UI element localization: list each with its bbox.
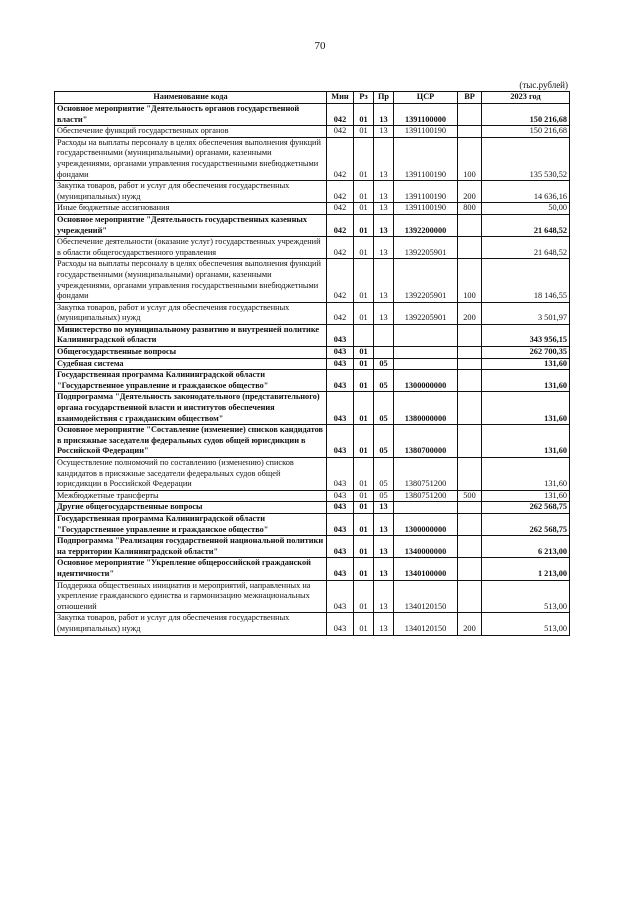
- cell-rz: 01: [354, 203, 374, 215]
- cell-rz: 01: [354, 558, 374, 580]
- cell-name: Государственная программа Калининградской области "Государственное управление и гражданское общество": [55, 513, 327, 535]
- cell-rz: 01: [354, 347, 374, 359]
- cell-amount: 135 530,52: [482, 137, 570, 180]
- cell-min: 042: [327, 137, 354, 180]
- cell-vr: [458, 580, 482, 613]
- cell-pr: 13: [374, 580, 394, 613]
- cell-min: 042: [327, 259, 354, 302]
- cell-min: 043: [327, 536, 354, 558]
- cell-vr: [458, 237, 482, 259]
- cell-pr: 13: [374, 502, 394, 514]
- cell-rz: 01: [354, 513, 374, 535]
- cell-vr: [458, 347, 482, 359]
- cell-min: 042: [327, 302, 354, 324]
- cell-pr: 13: [374, 104, 394, 126]
- cell-csr: 1392205901: [394, 259, 458, 302]
- header-vr: ВР: [458, 92, 482, 104]
- cell-amount: 131,60: [482, 425, 570, 458]
- cell-amount: 150 216,68: [482, 104, 570, 126]
- cell-csr: 1380700000: [394, 425, 458, 458]
- cell-min: 043: [327, 558, 354, 580]
- cell-name: Расходы на выплаты персоналу в целях обеспечения выполнения функций государственными (муниципальными) органами, казенными учреждениями, органами управления государственными внебюджетными фондами: [55, 137, 327, 180]
- cell-vr: [458, 558, 482, 580]
- cell-min: 043: [327, 458, 354, 491]
- cell-name: Межбюджетные трансферты: [55, 490, 327, 502]
- table-row: [55, 214, 570, 236]
- cell-name: Закупка товаров, работ и услуг для обеспечения государственных (муниципальных) нужд: [55, 302, 327, 324]
- cell-rz: 01: [354, 126, 374, 138]
- cell-pr: 13: [374, 558, 394, 580]
- cell-amount: 262 568,75: [482, 513, 570, 535]
- table-row: [55, 358, 570, 370]
- cell-vr: [458, 425, 482, 458]
- cell-name: Основное мероприятие "Составление (изменение) списков кандидатов в присяжные заседатели федеральных судов общей юрисдикции в Российской Федерации": [55, 425, 327, 458]
- cell-csr: [394, 358, 458, 370]
- cell-pr: [374, 347, 394, 359]
- cell-amount: 1 213,00: [482, 558, 570, 580]
- table-row: [55, 513, 570, 535]
- cell-vr: [458, 392, 482, 425]
- cell-min: 043: [327, 324, 354, 346]
- table-row: [55, 126, 570, 138]
- budget-table: [54, 91, 570, 636]
- cell-name: Общегосударственные вопросы: [55, 347, 327, 359]
- cell-vr: [458, 458, 482, 491]
- cell-amount: 21 648,52: [482, 214, 570, 236]
- cell-name: Подпрограмма "Деятельность законодательного (представительного) органа государственной власти и институтов обеспечения взаимодействия с гражданским обществом": [55, 392, 327, 425]
- cell-amount: 131,60: [482, 358, 570, 370]
- cell-name: Поддержка общественных инициатив и мероприятий, направленных на укрепление гражданского единства и гармонизацию межнациональных отношений: [55, 580, 327, 613]
- header-rz: Рз: [354, 92, 374, 104]
- header-name: Наименование кода: [55, 92, 327, 104]
- cell-name: Подпрограмма "Реализация государственной национальной политики на территории Калининградской области": [55, 536, 327, 558]
- cell-amount: 131,60: [482, 458, 570, 491]
- cell-amount: 21 648,52: [482, 237, 570, 259]
- cell-pr: 05: [374, 358, 394, 370]
- cell-amount: 262 568,75: [482, 502, 570, 514]
- cell-min: 042: [327, 126, 354, 138]
- cell-min: 043: [327, 425, 354, 458]
- cell-vr: [458, 324, 482, 346]
- cell-amount: 6 213,00: [482, 536, 570, 558]
- cell-name: Другие общегосударственные вопросы: [55, 502, 327, 514]
- cell-rz: 01: [354, 502, 374, 514]
- cell-vr: [458, 502, 482, 514]
- cell-min: 043: [327, 358, 354, 370]
- cell-pr: 13: [374, 137, 394, 180]
- cell-name: Обеспечение деятельности (оказание услуг) государственных учреждений в области общегосударственного управления: [55, 237, 327, 259]
- cell-pr: [374, 324, 394, 346]
- cell-rz: 01: [354, 104, 374, 126]
- cell-amount: 343 956,15: [482, 324, 570, 346]
- table-row: [55, 302, 570, 324]
- cell-min: 043: [327, 613, 354, 635]
- cell-amount: 131,60: [482, 370, 570, 392]
- table-row: [55, 425, 570, 458]
- table-row: [55, 203, 570, 215]
- cell-pr: 13: [374, 613, 394, 635]
- cell-min: 043: [327, 370, 354, 392]
- cell-vr: 200: [458, 302, 482, 324]
- cell-min: 042: [327, 181, 354, 203]
- cell-csr: [394, 324, 458, 346]
- cell-vr: 100: [458, 137, 482, 180]
- cell-name: Иные бюджетные ассигнования: [55, 203, 327, 215]
- cell-rz: 01: [354, 237, 374, 259]
- cell-name: Обеспечение функций государственных органов: [55, 126, 327, 138]
- table-row: [55, 324, 570, 346]
- cell-amount: 14 636,16: [482, 181, 570, 203]
- cell-rz: 01: [354, 259, 374, 302]
- cell-name: Государственная программа Калининградской области "Государственное управление и гражданское общество": [55, 370, 327, 392]
- cell-csr: [394, 347, 458, 359]
- cell-vr: 100: [458, 259, 482, 302]
- cell-rz: 01: [354, 392, 374, 425]
- table-row: [55, 613, 570, 635]
- cell-name: Основное мероприятие "Укрепление общероссийской гражданской идентичности": [55, 558, 327, 580]
- cell-vr: [458, 513, 482, 535]
- table-row: [55, 558, 570, 580]
- cell-csr: 1340000000: [394, 536, 458, 558]
- cell-pr: 13: [374, 237, 394, 259]
- cell-pr: 05: [374, 490, 394, 502]
- cell-vr: 800: [458, 203, 482, 215]
- cell-min: 043: [327, 502, 354, 514]
- cell-csr: [394, 502, 458, 514]
- cell-min: 043: [327, 347, 354, 359]
- cell-name: Закупка товаров, работ и услуг для обеспечения государственных (муниципальных) нужд: [55, 181, 327, 203]
- table-row: [55, 181, 570, 203]
- cell-min: 042: [327, 203, 354, 215]
- cell-rz: 01: [354, 490, 374, 502]
- cell-amount: 150 216,68: [482, 126, 570, 138]
- cell-csr: 1391100190: [394, 203, 458, 215]
- table-header-row: [55, 92, 570, 104]
- cell-vr: [458, 104, 482, 126]
- cell-rz: 01: [354, 425, 374, 458]
- cell-amount: 513,00: [482, 613, 570, 635]
- cell-vr: 500: [458, 490, 482, 502]
- cell-csr: 1391100190: [394, 137, 458, 180]
- table-row: [55, 392, 570, 425]
- cell-rz: 01: [354, 358, 374, 370]
- cell-vr: 200: [458, 613, 482, 635]
- table-row: [55, 458, 570, 491]
- cell-name: Основное мероприятие "Деятельность органов государственной власти": [55, 104, 327, 126]
- cell-csr: 1391100190: [394, 126, 458, 138]
- cell-pr: 05: [374, 392, 394, 425]
- cell-csr: 1300000000: [394, 513, 458, 535]
- table-row: [55, 104, 570, 126]
- table-row: [55, 580, 570, 613]
- table-row: [55, 536, 570, 558]
- cell-csr: 1340120150: [394, 613, 458, 635]
- cell-min: 042: [327, 237, 354, 259]
- cell-rz: 01: [354, 370, 374, 392]
- cell-amount: 262 700,35: [482, 347, 570, 359]
- cell-rz: 01: [354, 458, 374, 491]
- cell-name: Министерство по муниципальному развитию и внутренней политике Калининградской области: [55, 324, 327, 346]
- cell-pr: 13: [374, 203, 394, 215]
- header-pr: Пр: [374, 92, 394, 104]
- cell-rz: 01: [354, 302, 374, 324]
- cell-pr: 13: [374, 302, 394, 324]
- cell-csr: 1380751200: [394, 458, 458, 491]
- cell-amount: 131,60: [482, 392, 570, 425]
- cell-name: Основное мероприятие "Деятельность государственных казенных учреждений": [55, 214, 327, 236]
- cell-rz: 01: [354, 580, 374, 613]
- cell-pr: 05: [374, 458, 394, 491]
- cell-pr: 05: [374, 425, 394, 458]
- cell-rz: 01: [354, 181, 374, 203]
- cell-vr: [458, 358, 482, 370]
- table-row: [55, 490, 570, 502]
- cell-csr: 1392200000: [394, 214, 458, 236]
- cell-csr: 1380000000: [394, 392, 458, 425]
- cell-rz: [354, 324, 374, 346]
- cell-pr: 13: [374, 259, 394, 302]
- cell-rz: 01: [354, 536, 374, 558]
- cell-vr: [458, 126, 482, 138]
- cell-amount: 131,60: [482, 490, 570, 502]
- table-row: [55, 502, 570, 514]
- cell-name: Осуществление полномочий по составлению (изменению) списков кандидатов в присяжные заседатели федеральных судов общей юрисдикции в Российской Федерации: [55, 458, 327, 491]
- cell-csr: 1340120150: [394, 580, 458, 613]
- cell-pr: 13: [374, 513, 394, 535]
- cell-min: 043: [327, 490, 354, 502]
- cell-amount: 513,00: [482, 580, 570, 613]
- table-row: [55, 347, 570, 359]
- cell-csr: 1340100000: [394, 558, 458, 580]
- cell-pr: 13: [374, 126, 394, 138]
- cell-amount: 18 146,55: [482, 259, 570, 302]
- cell-pr: 13: [374, 536, 394, 558]
- cell-min: 043: [327, 392, 354, 425]
- cell-name: Судебная система: [55, 358, 327, 370]
- cell-csr: 1391100190: [394, 181, 458, 203]
- cell-min: 042: [327, 214, 354, 236]
- units-label: (тыс.рублей): [519, 80, 568, 90]
- cell-csr: 1300000000: [394, 370, 458, 392]
- header-min: Мин: [327, 92, 354, 104]
- cell-name: Расходы на выплаты персоналу в целях обеспечения выполнения функций государственными (муниципальными) органами, казенными учреждениями, органами управления государственными внебюджетными фондами: [55, 259, 327, 302]
- cell-name: Закупка товаров, работ и услуг для обеспечения государственных (муниципальных) нужд: [55, 613, 327, 635]
- header-amount: 2023 год: [482, 92, 570, 104]
- page-number: 70: [314, 40, 326, 52]
- cell-pr: 13: [374, 214, 394, 236]
- cell-min: 042: [327, 104, 354, 126]
- cell-amount: 3 501,97: [482, 302, 570, 324]
- cell-amount: 50,00: [482, 203, 570, 215]
- cell-rz: 01: [354, 214, 374, 236]
- table-row: [55, 370, 570, 392]
- table-row: [55, 237, 570, 259]
- cell-vr: [458, 214, 482, 236]
- cell-min: 043: [327, 580, 354, 613]
- cell-rz: 01: [354, 137, 374, 180]
- cell-min: 043: [327, 513, 354, 535]
- cell-pr: 13: [374, 181, 394, 203]
- cell-pr: 05: [374, 370, 394, 392]
- header-csr: ЦСР: [394, 92, 458, 104]
- cell-vr: [458, 370, 482, 392]
- cell-csr: 1392205901: [394, 302, 458, 324]
- cell-vr: [458, 536, 482, 558]
- cell-vr: 200: [458, 181, 482, 203]
- cell-rz: 01: [354, 613, 374, 635]
- cell-csr: 1392205901: [394, 237, 458, 259]
- cell-csr: 1391100000: [394, 104, 458, 126]
- table-row: [55, 259, 570, 302]
- table-row: [55, 137, 570, 180]
- cell-csr: 1380751200: [394, 490, 458, 502]
